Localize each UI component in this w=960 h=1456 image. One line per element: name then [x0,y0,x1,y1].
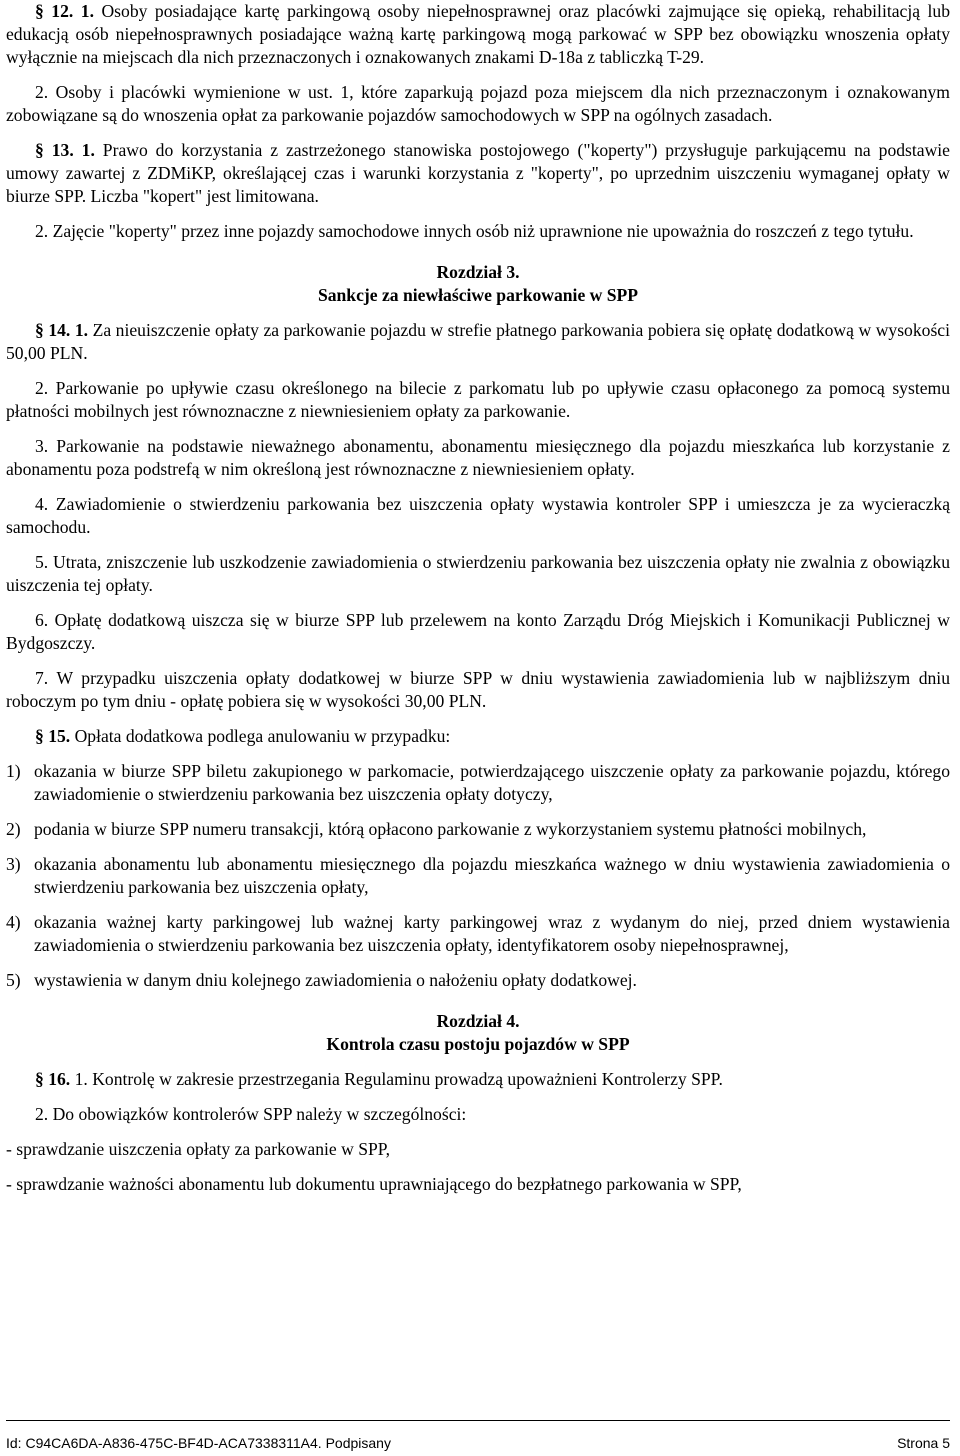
section-number: § 16. [35,1069,71,1089]
list-item [6,969,950,992]
paragraph-text: Opłata dodatkowa podlega anulowaniu w przypadku: [74,726,451,746]
list-item [6,853,950,899]
paragraph-text: 1. Kontrolę w zakresie przestrzegania Regulaminu prowadzą upoważnieni Kontrolerzy SPP. [74,1069,723,1089]
section-16-para-2: 2. Do obowiązków kontrolerów SPP należy w szczególności: [35,1104,467,1124]
section-16-para-1 [6,1068,950,1091]
chapter-4-subtitle: Kontrola czasu postoju pojazdów w SPP [326,1034,630,1054]
section-13-para-2: 2. Zajęcie "koperty" przez inne pojazdy samochodowe innych osób niż uprawnione nie upoważnia do roszczeń z tego tytułu. [35,221,914,241]
chapter-3-subtitle: Sankcje za niewłaściwe parkowanie w SPP [317,285,639,305]
page-number: Strona 5 [897,1435,950,1451]
section-14-para-6: 6. Opłatę dodatkową uiszcza się w biurze SPP lub przelewem na konto Zarządu Dróg Miejskich i Komunikacji Publicznej w Bydgoszczy. [6,610,950,653]
section-13-para-1 [6,139,950,208]
section-number: § 13. 1. [35,140,95,160]
list-text: okazania w biurze SPP biletu zakupionego w parkomacie, potwierdzającego uiszczenie opłaty za parkowanie pojazdu, którego zawiadomienie o stwierdzeniu parkowania bez uiszczenia opłaty dotyczy, [34,761,950,804]
list-text: okazania ważnej karty parkingowej lub ważnej karty parkingowej wraz z wydanym do niej, przed dniem wystawienia zawiadomienia o stwierdzeniu parkowania bez uiszczenia opłaty, identyfikatorem osoby niepełnosprawnej, [34,912,950,955]
dash-list-item: - sprawdzanie ważności abonamentu lub dokumentu uprawniającego do bezpłatnego parkowania w SPP, [6,1174,742,1194]
paragraph-text: Za nieuiszczenie opłaty za parkowanie pojazdu w strefie płatnego parkowania pobiera się opłatę dodatkową w wysokości 50,00 PLN. [6,320,950,363]
section-12-para-1 [6,0,950,69]
list-item [6,760,950,806]
chapter-4-title: Rozdział 4. [436,1011,520,1031]
list-number: 3) [6,854,21,874]
dash-list-item: - sprawdzanie uiszczenia opłaty za parkowanie w SPP, [6,1139,391,1159]
footer-divider [6,1420,950,1421]
list-number: 5) [6,970,21,990]
list-text: podania w biurze SPP numeru transakcji, którą opłacono parkowanie z wykorzystaniem systemu płatności mobilnych, [34,819,867,839]
document-id: Id: C94CA6DA-A836-475C-BF4D-ACA7338311A4. Podpisany [6,1435,391,1451]
list-text: okazania abonamentu lub abonamentu miesięcznego dla pojazdu mieszkańca ważnego w dniu wystawienia zawiadomienia o stwierdzeniu parkowania bez uiszczenia opłaty, [34,854,950,897]
section-14-para-2: 2. Parkowanie po upływie czasu określonego na bilecie z parkomatu lub po upływie czasu opłaconego za pomocą systemu płatności mobilnych jest równoznaczne z niewniesieniem opłaty za parkowanie. [6,378,950,421]
list-number: 1) [6,761,21,781]
section-14-para-7: 7. W przypadku uiszczenia opłaty dodatkowej w biurze SPP w dniu wystawienia zawiadomienia lub w najbliższym dniu roboczym po tym dniu - opłatę pobiera się w wysokości 30,00 PLN. [6,668,950,711]
list-number: 4) [6,912,21,932]
list-text: wystawienia w danym dniu kolejnego zawiadomienia o nałożeniu opłaty dodatkowej. [34,970,637,990]
paragraph-text: Osoby posiadające kartę parkingową osoby niepełnosprawnej oraz placówki zajmujące się opieką, rehabilitacją lub edukacją osób niepełnosprawnych posiadające ważną kartę parkingową mogą parkować w SPP bez obowiązku wnoszenia opłaty wyłącznie na miejscach dla nich przeznaczonych i oznakowanych znakami D-18a z tabliczką T-29. [6,1,951,67]
paragraph-text: Prawo do korzystania z zastrzeżonego stanowiska postojowego ("koperty") przysługuje parkującemu na podstawie umowy zawartej z ZDMiKP, określającej czas i warunki korzystania z "koperty", po uprzednim uiszczeniu wymaganej opłaty w biurze SPP. Liczba "kopert" jest limitowana. [6,140,950,206]
section-14-para-5: 5. Utrata, zniszczenie lub uszkodzenie zawiadomienia o stwierdzeniu parkowania bez uiszczenia opłaty nie zwalnia z obowiązku uiszczenia tej opłaty. [6,552,950,595]
section-14-para-1 [6,319,950,365]
section-12-para-2: 2. Osoby i placówki wymienione w ust. 1, które zaparkują pojazd poza miejscem dla nich przeznaczonym i oznakowanym zobowiązane są do wnoszenia opłat za parkowanie pojazdów samochodowych w SPP na ogólnych zasadach. [6,82,950,125]
section-14-para-3: 3. Parkowanie na podstawie nieważnego abonamentu, abonamentu miesięcznego dla pojazdu mieszkańca lub korzystanie z abonamentu poza podstrefą w nim określoną jest równoznaczne z niewniesieniem opłaty. [6,436,950,479]
chapter-3-title: Rozdział 3. [436,262,520,282]
section-number: § 12. 1. [35,1,94,21]
document-page [6,0,950,1196]
section-15-intro [6,725,950,748]
section-number: § 15. [35,726,71,746]
list-item [6,911,950,957]
section-number: § 14. 1. [35,320,89,340]
list-item [6,818,950,841]
section-14-para-4: 4. Zawiadomienie o stwierdzeniu parkowania bez uiszczenia opłaty wystawia kontroler SPP i umieszcza je za wycieraczką samochodu. [6,494,950,537]
list-number: 2) [6,819,21,839]
